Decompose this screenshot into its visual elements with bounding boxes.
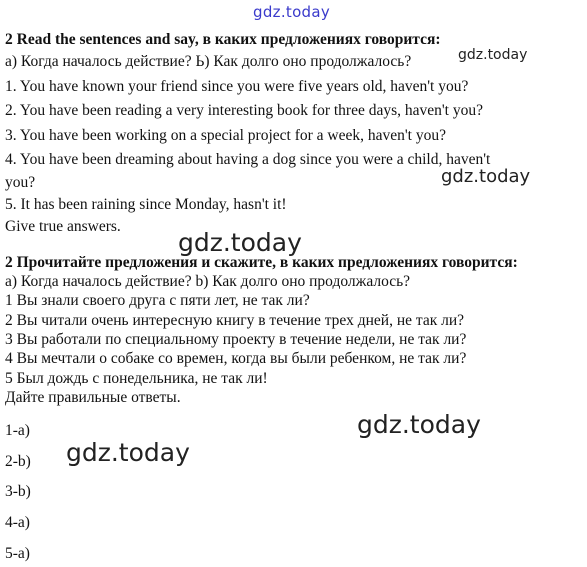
sentence-4-ru: 4 Вы мечтали о собаке со времен, когда вы были ребенком, не так ли? (5, 350, 467, 367)
watermark-top: gdz.today (253, 3, 331, 21)
instruction-ru: Дайте правильные ответы. (5, 389, 181, 406)
watermark: gdz.today (458, 47, 528, 63)
sentence-5-en: 5. It has been raining since Monday, hasn't it! (5, 196, 287, 213)
answer-1: 1-а) (5, 422, 30, 439)
sentence-2-ru: 2 Вы читали очень интересную книгу в течение трех дней, не так ли? (5, 312, 465, 329)
instruction-en: Give true answers. (5, 218, 121, 235)
sentence-4-en-continued: you? (5, 174, 36, 191)
answer-2: 2-b) (5, 453, 31, 470)
watermark: gdz.today (441, 166, 531, 187)
watermark: gdz.today (66, 438, 190, 467)
answer-3: 3-b) (5, 483, 31, 500)
task-heading-en: 2 Read the sentences and say, в каких предложениях говорится: (5, 31, 441, 48)
sentence-4-en: 4. You have been dreaming about having a dog since you were a child, haven't (5, 151, 491, 168)
task-options-en: а) Когда началось действие? Ь) Как долго оно продолжалось? (5, 53, 412, 70)
task-options-ru: а) Когда началось действие? b) Как долго оно продолжалось? (5, 273, 411, 290)
sentence-1-ru: 1 Вы знали своего друга с пяти лет, не так ли? (5, 292, 310, 309)
answer-5: 5-а) (5, 545, 30, 562)
answer-4: 4-а) (5, 514, 30, 531)
watermark: gdz.today (178, 228, 302, 257)
sentence-3-en: 3. You have been working on a special project for a week, haven't you? (5, 127, 446, 144)
sentence-3-ru: 3 Вы работали по специальному проекту в течение недели, не так ли? (5, 331, 467, 348)
sentence-5-ru: 5 Был дождь с понедельника, не так ли! (5, 370, 268, 387)
task-heading-ru: 2 Прочитайте предложения и скажите, в каких предложениях говорится: (5, 254, 518, 271)
sentence-2-en: 2. You have been reading a very interesting book for three days, haven't you? (5, 102, 483, 119)
sentence-1-en: 1. You have known your friend since you were five years old, haven't you? (5, 78, 469, 95)
watermark: gdz.today (357, 410, 481, 439)
